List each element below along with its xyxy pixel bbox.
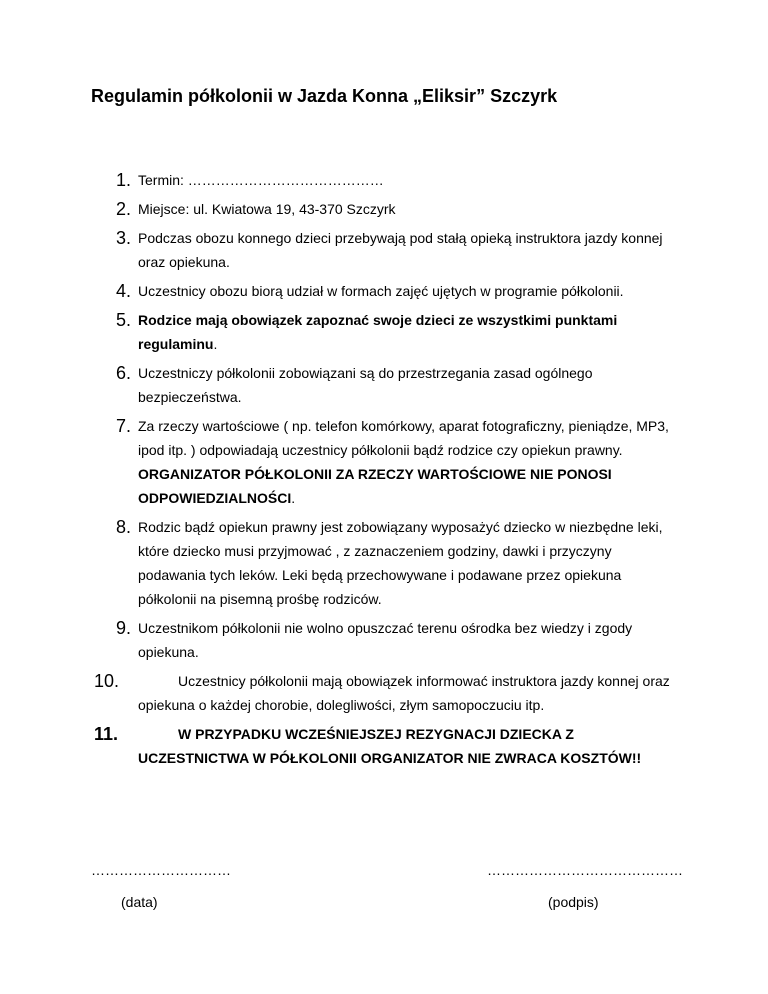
list-item (94, 669, 676, 717)
item-bold-text: ORGANIZATOR PÓŁKOLONII ZA RZECZY WARTOŚCIOWE NIE PONOSI ODPOWIEDZIALNOŚCI (138, 466, 612, 506)
item-text: Uczestniczy półkolonii zobowiązani są do przestrzegania zasad ogólnego bezpieczeństwa. (138, 365, 593, 405)
item-text: Rodzic bądź opiekun prawny jest zobowiązany wyposażyć dziecko w niezbędne leki, które dziecko musi przyjmować , z zaznaczeniem godziny, dawki i przyczyny podawania tych leków. Leki będą przechowywane i podawane przez opiekuna półkolonii na pisemną prośbę rodziców. (138, 519, 663, 607)
item-text: Podczas obozu konnego dzieci przebywają pod stałą opieką instruktora jazdy konnej oraz opiekuna. (138, 230, 663, 270)
date-signature-line: ………………………… (91, 862, 231, 878)
regulations-list (94, 168, 676, 775)
item-number: 4. (116, 281, 132, 301)
list-item (94, 722, 676, 770)
item-bold-text: Rodzice mają obowiązek zapoznać swoje dzieci ze wszystkimi punktami regulaminu (138, 312, 618, 352)
item-number: 9. (116, 618, 132, 638)
list-item (116, 308, 676, 356)
list-item (116, 361, 676, 409)
page-title: Regulamin półkolonii w Jazda Konna „Eliksir” Szczyrk (91, 86, 558, 106)
item-number: 10. (94, 671, 120, 691)
item-number: 3. (116, 228, 132, 248)
item-text: Termin: …………………………………… (138, 172, 384, 188)
item-number: 6. (116, 363, 132, 383)
list-item (116, 616, 676, 664)
item-tail: . (213, 336, 218, 352)
item-tail: . (291, 490, 296, 506)
signature-label: (podpis) (548, 894, 599, 910)
list-item (116, 515, 676, 611)
item-number: 11. (94, 724, 119, 744)
list-item (116, 226, 676, 274)
item-number: 5. (116, 310, 132, 330)
date-label: (data) (121, 894, 158, 910)
item-bold-text: W PRZYPADKU WCZEŚNIEJSZEJ REZYGNACJI DZIECKA Z UCZESTNICTWA W PÓŁKOLONII ORGANIZATOR NIE ZWRACA KOSZTÓW!! (138, 726, 642, 766)
item-number: 8. (116, 517, 132, 537)
list-item (116, 279, 676, 303)
item-text: Uczestnikom półkolonii nie wolno opuszczać terenu ośrodka bez wiedzy i zgody opiekuna. (138, 620, 633, 660)
list-item (116, 168, 676, 192)
list-item (116, 197, 676, 221)
item-number: 1. (116, 170, 132, 190)
item-text: Uczestnicy obozu biorą udział w formach zajęć ujętych w programie półkolonii. (138, 283, 624, 299)
item-number: 7. (116, 416, 132, 436)
item-number: 2. (116, 199, 132, 219)
item-text: Za rzeczy wartościowe ( np. telefon komórkowy, aparat fotograficzny, pieniądze, MP3, ipod itp. ) odpowiadają uczestnicy półkolonii bądź rodzice czy opiekun prawny. (138, 418, 669, 458)
signature-line: …………………………………… (487, 862, 683, 878)
item-text: Miejsce: ul. Kwiatowa 19, 43-370 Szczyrk (138, 201, 396, 217)
item-text: Uczestnicy półkolonii mają obowiązek informować instruktora jazdy konnej oraz opiekuna o każdej chorobie, dolegliwości, złym samopoczuciu itp. (138, 673, 670, 713)
list-item (116, 414, 676, 510)
